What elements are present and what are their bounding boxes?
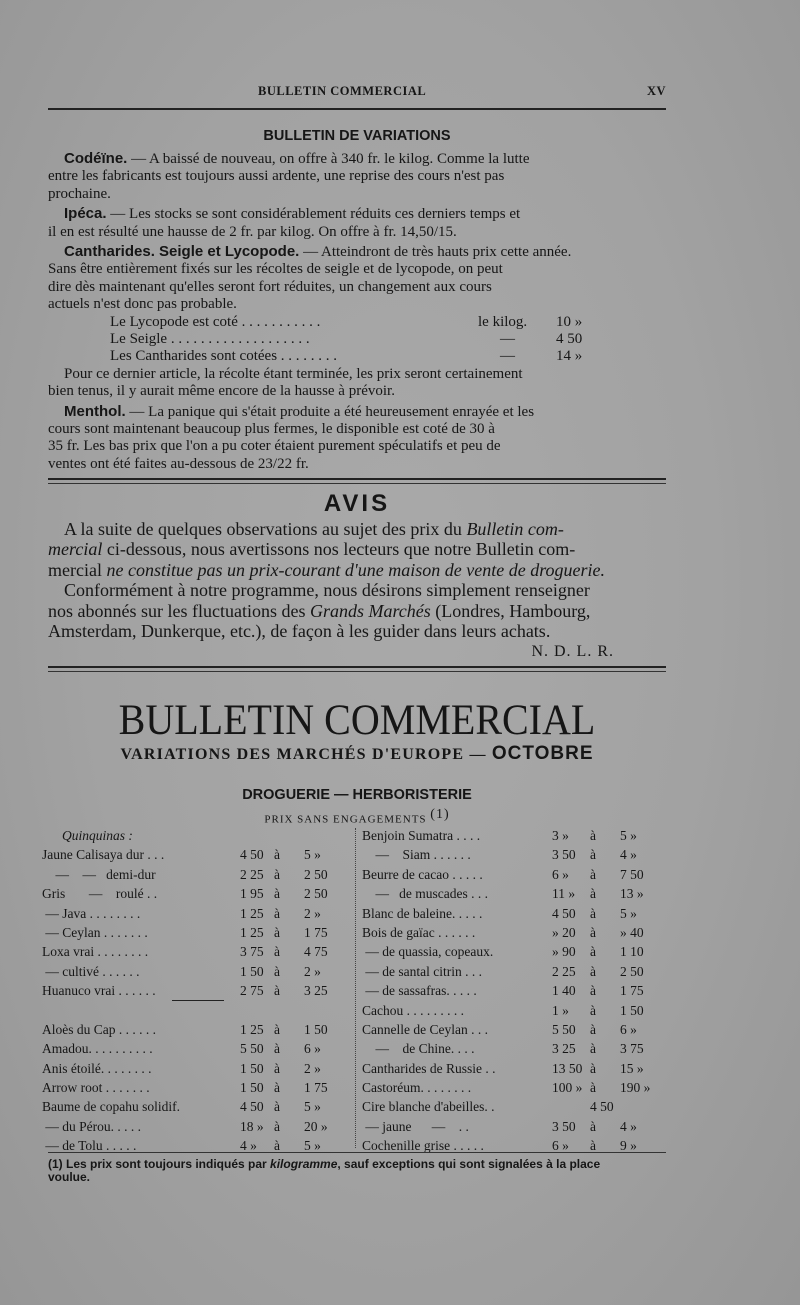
row-label: Amadou. . . . . . . . . . — [42, 1041, 153, 1057]
row-value: 4 50 — [590, 1099, 614, 1115]
row-value: à — [590, 1080, 596, 1096]
avis-italic: Grands Marchés — [309, 600, 431, 621]
row-value: 100 » — [552, 1080, 583, 1096]
row-value: à — [590, 1118, 596, 1134]
table-row — [362, 925, 682, 944]
row-label: Beurre de cacao . . . . . — [362, 866, 483, 882]
cantharides-line: actuels n'est donc pas probable. — [48, 296, 237, 313]
row-value: 1 25 — [240, 924, 264, 940]
row-value: à — [590, 1060, 596, 1076]
row-label: Benjoin Sumatra . . . . — [362, 828, 481, 843]
table-row — [42, 964, 350, 983]
table-row — [42, 1138, 350, 1157]
ipeca-line: — Les stocks se sont considérablement réduits ces derniers temps et — [106, 206, 521, 223]
avis-title: AVIS — [323, 490, 391, 517]
row-label: — cultivé . . . . . . — [42, 963, 140, 979]
row-value: » 90 — [552, 944, 576, 960]
row-value: 5 50 — [240, 1041, 264, 1057]
row-value: 5 » — [304, 847, 321, 863]
followup-line: bien tenus, il y aurait même encore de la hausse à prévoir. — [48, 383, 395, 400]
footnote-text: , sauf exceptions qui sont signalées à la place — [337, 1157, 601, 1171]
row-label: Quinquinas : — [62, 828, 133, 843]
row-label: — Ceylan . . . . . . . — [42, 924, 148, 940]
row-label: Arrow root . . . . . . . — [42, 1080, 150, 1096]
row-value: 6 » — [552, 866, 569, 882]
row-value: à — [274, 944, 280, 960]
row-value: 1 75 — [620, 983, 644, 999]
subtitle-text: VARIATIONS DES MARCHÉS D'EUROPE — — [120, 746, 487, 763]
cantharides-label: Cantharides. Seigle et Lycopode. — [64, 243, 300, 261]
row-value: à — [590, 828, 596, 843]
row-value: 3 75 — [240, 944, 264, 960]
price-line — [48, 331, 666, 348]
avis-italic: ne constitue pas un prix-courant d'une maison de vente de droguerie. — [106, 559, 606, 580]
ipeca-paragraph — [48, 205, 666, 241]
row-value: » 20 — [552, 924, 576, 940]
row-value: 15 » — [620, 1060, 644, 1076]
row-value: 6 » — [552, 1138, 569, 1154]
row-value: 6 » — [304, 1041, 321, 1057]
table-row — [42, 925, 350, 944]
table-row — [362, 1041, 682, 1060]
price-note — [48, 807, 666, 826]
table-row — [42, 1099, 350, 1118]
row-value: à — [274, 847, 280, 863]
avis-italic: mercial — [48, 539, 103, 559]
row-value: 2 » — [304, 963, 321, 979]
section-heading: DROGUERIE — HERBORISTERIE — [242, 787, 472, 803]
row-value: à — [590, 1002, 596, 1018]
avis-paragraph-2 — [48, 580, 666, 642]
row-value: 2 25 — [552, 963, 576, 979]
avis-text: nos abonnés sur les fluctuations des — [48, 600, 310, 621]
codeine-line: prochaine. — [48, 185, 111, 202]
row-value: 5 50 — [552, 1021, 576, 1037]
row-value: 5 » — [304, 1099, 321, 1115]
footnote-text: (1) Les prix sont toujours indiqués par — [48, 1157, 271, 1171]
row-value: 1 10 — [620, 944, 644, 960]
avis-text: Amsterdam, Dunkerque, etc.), de façon à les guider dans leurs achats. — [48, 621, 551, 641]
codeine-paragraph — [48, 150, 666, 203]
row-value: 4 50 — [552, 905, 576, 921]
avis-italic: Bulletin com- — [466, 518, 564, 539]
avis-text: (Londres, Hambourg, — [430, 600, 591, 621]
group-rule — [172, 1000, 224, 1001]
table-row — [42, 886, 350, 905]
row-value: à — [274, 1099, 280, 1115]
row-value: à — [274, 886, 280, 902]
cantharides-followup — [48, 366, 666, 401]
row-value: 4 » — [620, 847, 637, 863]
avis-text: Conformément à notre programme, nous désirons simplement renseigner — [64, 580, 590, 600]
table-row — [362, 983, 682, 1002]
price-value: 14 » — [556, 348, 583, 365]
row-value: » 40 — [620, 924, 644, 940]
row-value: 1 50 — [240, 1060, 264, 1076]
footnote-italic: kilogramme — [270, 1157, 338, 1171]
row-value: 5 » — [304, 1138, 321, 1154]
ipeca-line: il en est résulté une hausse de 2 fr. par kilog. On offre à fr. 14,50/15. — [48, 223, 457, 240]
row-label: — Java . . . . . . . . — [42, 905, 141, 921]
row-label: — de Tolu . . . . . — [42, 1138, 137, 1154]
row-value: 2 50 — [304, 886, 328, 902]
row-value: à — [590, 944, 596, 960]
avis-text: ci-dessous, nous avertissons nos lecteurs que notre Bulletin com- — [102, 539, 576, 559]
row-value: 1 50 — [240, 963, 264, 979]
row-value: 13 50 — [552, 1060, 583, 1076]
row-value: 1 75 — [304, 924, 328, 940]
row-value: 3 25 — [552, 1041, 576, 1057]
variations-section — [48, 128, 666, 473]
row-label: Cochenille grise . . . . . — [362, 1138, 484, 1154]
table-row — [42, 1119, 350, 1138]
row-label: Jaune Calisaya dur . . . — [42, 847, 165, 863]
row-value: 1 50 — [240, 1080, 264, 1096]
row-value: à — [274, 1118, 280, 1134]
row-value: 6 » — [620, 1021, 637, 1037]
row-value: 1 40 — [552, 983, 576, 999]
avis-signature: N. D. L. R. — [531, 642, 614, 660]
variations-title: BULLETIN DE VARIATIONS — [263, 128, 451, 144]
avis-section — [48, 490, 666, 662]
row-label: — de quassia, copeaux. — [362, 944, 494, 960]
avis-text: mercial — [48, 559, 107, 580]
row-label: Blanc de baleine. . . . . — [362, 905, 483, 921]
table-row — [42, 1061, 350, 1080]
row-value: 5 » — [620, 905, 637, 921]
footnote-rule — [48, 1152, 666, 1153]
row-value: à — [274, 866, 280, 882]
row-value: 3 25 — [304, 983, 328, 999]
row-label: Loxa vrai . . . . . . . . — [42, 944, 149, 960]
running-head-title: BULLETIN COMMERCIAL — [258, 84, 427, 98]
row-label: — de sassafras. . . . . — [362, 983, 477, 999]
table-row — [42, 944, 350, 963]
row-label: — — demi-dur — [42, 866, 156, 882]
codeine-line: — A baissé de nouveau, on offre à 340 fr. le kilog. Comme la lutte — [127, 151, 530, 167]
row-value: à — [590, 1021, 596, 1037]
price-table-left — [42, 828, 350, 1158]
row-value: à — [274, 983, 280, 999]
table-row — [362, 944, 682, 963]
section-rule — [48, 478, 666, 480]
table-row — [42, 1003, 350, 1022]
avis-text: A la suite de quelques observations au sujet des prix du — [64, 518, 467, 539]
cantharides-line: — Atteindront de très hauts prix cette année. — [299, 244, 572, 261]
price-table-right — [362, 828, 682, 1158]
price-unit: le kilog. — [478, 313, 528, 330]
row-value: 7 50 — [620, 866, 644, 882]
row-value: 2 75 — [240, 983, 264, 999]
row-value: 1 » — [552, 1002, 569, 1018]
row-value: 18 » — [240, 1118, 264, 1134]
table-row — [362, 847, 682, 866]
footnote — [48, 1158, 666, 1184]
table-row — [362, 1061, 682, 1080]
table-row — [362, 1119, 682, 1138]
row-value: 3 50 — [552, 847, 576, 863]
cantharides-paragraph — [48, 243, 666, 314]
price-unit: — — [500, 331, 515, 348]
row-value: 1 50 — [620, 1002, 644, 1018]
table-row — [362, 1138, 682, 1157]
row-label: Gris — roulé . . — [42, 886, 158, 902]
row-value: à — [274, 1138, 280, 1154]
row-value: à — [274, 1060, 280, 1076]
row-value: 13 » — [620, 886, 644, 902]
row-label: Baume de copahu solidif. — [42, 1099, 180, 1115]
row-value: à — [590, 905, 596, 921]
row-value: 1 25 — [240, 905, 264, 921]
section-rule-thin — [48, 483, 666, 484]
price-unit: — — [500, 348, 515, 365]
codeine-line: entre les fabricants est toujours aussi ardente, une reprise des cours n'est pas — [48, 168, 505, 185]
menthol-label: Menthol. — [64, 402, 126, 420]
row-value: à — [590, 1041, 596, 1057]
row-value: à — [590, 886, 596, 902]
price-item: Le Lycopode est coté . . . . . . . . . . . — [110, 313, 321, 330]
table-row — [362, 1080, 682, 1099]
row-value: 1 75 — [304, 1080, 328, 1096]
cantharides-line: dire dès maintenant qu'elles seront fort réduites, un changement aux cours — [48, 278, 492, 295]
row-label: — de muscades . . . — [362, 886, 488, 902]
row-label: — Siam . . . . . . — [362, 847, 471, 863]
row-value: à — [590, 866, 596, 882]
row-value: à — [590, 983, 596, 999]
row-value: 11 » — [552, 886, 576, 902]
row-label: Castoréum. . . . . . . . — [362, 1080, 472, 1096]
row-value: à — [590, 1138, 596, 1154]
price-item: Le Seigle . . . . . . . . . . . . . . . . . . . — [110, 331, 310, 348]
followup-line: Pour ce dernier article, la récolte étant terminée, les prix seront certainement — [64, 365, 523, 382]
table-row — [362, 1099, 682, 1118]
row-label: Cire blanche d'abeilles. . — [362, 1099, 495, 1115]
table-row — [42, 867, 350, 886]
table-row — [42, 1041, 350, 1060]
row-value: 2 50 — [304, 866, 328, 882]
subtitle-month: OCTOBRE — [491, 743, 594, 764]
running-head — [48, 80, 666, 102]
row-value: à — [590, 963, 596, 979]
section-rule-thin — [48, 671, 666, 672]
table-row — [362, 1022, 682, 1041]
row-label: — du Pérou. . . . . — [42, 1118, 141, 1134]
row-value: à — [274, 1021, 280, 1037]
section-rule — [48, 666, 666, 668]
row-label: — de Chine. . . . — [362, 1041, 475, 1057]
menthol-line: 35 fr. Les bas prix que l'on a pu coter étaient purement spéculatifs et peu de — [48, 438, 501, 455]
table-row — [42, 1080, 350, 1099]
row-value: 4 » — [240, 1138, 257, 1154]
row-value: 20 » — [304, 1118, 328, 1134]
row-value: 9 » — [620, 1138, 637, 1154]
row-value: à — [274, 963, 280, 979]
row-value: 3 75 — [620, 1041, 644, 1057]
row-value: 4 75 — [304, 944, 328, 960]
table-row — [362, 1003, 682, 1022]
row-value: 3 » — [552, 828, 569, 843]
table-row — [362, 867, 682, 886]
table-row — [362, 964, 682, 983]
avis-paragraph-1 — [48, 519, 666, 581]
row-label: — de santal citrin . . . — [362, 963, 482, 979]
row-label: Aloès du Cap . . . . . . — [42, 1021, 156, 1037]
row-value: à — [590, 924, 596, 940]
row-label: Anis étoilé. . . . . . . . — [42, 1060, 152, 1076]
row-label: Huanuco vrai . . . . . . — [42, 983, 156, 999]
ipeca-label: Ipéca. — [64, 205, 107, 223]
price-line — [48, 314, 666, 331]
price-item: Les Cantharides sont cotées . . . . . . . . — [110, 348, 338, 365]
table-row — [362, 906, 682, 925]
table-row — [42, 847, 350, 866]
row-value: 2 » — [304, 905, 321, 921]
price-note-text: PRIX SANS ENGAGEMENTS — [264, 813, 427, 826]
row-label: Cannelle de Ceylan . . . — [362, 1021, 488, 1037]
menthol-line: ventes ont été faites au-dessous de 23/22 fr. — [48, 455, 309, 472]
table-row — [362, 828, 682, 847]
row-value: à — [274, 1041, 280, 1057]
row-value: 1 25 — [240, 1021, 264, 1037]
price-value: 10 » — [556, 313, 583, 330]
row-label: — jaune — . . — [362, 1118, 469, 1134]
row-value: 2 25 — [240, 866, 264, 882]
row-value: à — [274, 905, 280, 921]
row-label: Cantharides de Russie . . — [362, 1060, 496, 1076]
price-value: 4 50 — [556, 331, 583, 348]
row-value: 1 50 — [304, 1021, 328, 1037]
menthol-line: cours sont maintenant beaucoup plus fermes, le disponible est coté de 30 à — [48, 421, 495, 438]
page-number: XV — [646, 84, 666, 98]
row-value: 3 50 — [552, 1118, 576, 1134]
row-value: 2 50 — [620, 963, 644, 979]
table-row — [42, 906, 350, 925]
table-row — [362, 886, 682, 905]
row-value: à — [274, 1080, 280, 1096]
cantharides-line: Sans être entièrement fixés sur les récoltes de seigle et de lycopode, on peut — [48, 261, 503, 278]
bulletin-subtitle — [48, 743, 666, 765]
menthol-line: — La panique qui s'était produite a été heureusement enrayée et les — [125, 403, 535, 420]
row-value: à — [274, 924, 280, 940]
header-rule — [48, 108, 666, 110]
row-value: 190 » — [620, 1080, 651, 1096]
column-separator — [355, 828, 356, 1148]
row-label: Cachou . . . . . . . . . — [362, 1002, 464, 1018]
row-value: 5 » — [620, 828, 637, 843]
table-row — [42, 828, 350, 847]
price-line — [48, 348, 666, 365]
bulletin-title: BULLETIN COMMERCIAL — [118, 695, 596, 744]
row-value: à — [590, 847, 596, 863]
footnote-text: voulue. — [48, 1170, 91, 1184]
codeine-label: Codéïne. — [64, 150, 128, 167]
row-value: 4 » — [620, 1118, 637, 1134]
row-value: 4 50 — [240, 1099, 264, 1115]
table-row — [42, 1022, 350, 1041]
row-value: 1 95 — [240, 886, 264, 902]
menthol-paragraph — [48, 403, 666, 474]
row-label: Bois de gaïac . . . . . . — [362, 924, 476, 940]
price-note-ref: (1) — [430, 807, 450, 822]
row-value: 2 » — [304, 1060, 321, 1076]
row-value: 4 50 — [240, 847, 264, 863]
